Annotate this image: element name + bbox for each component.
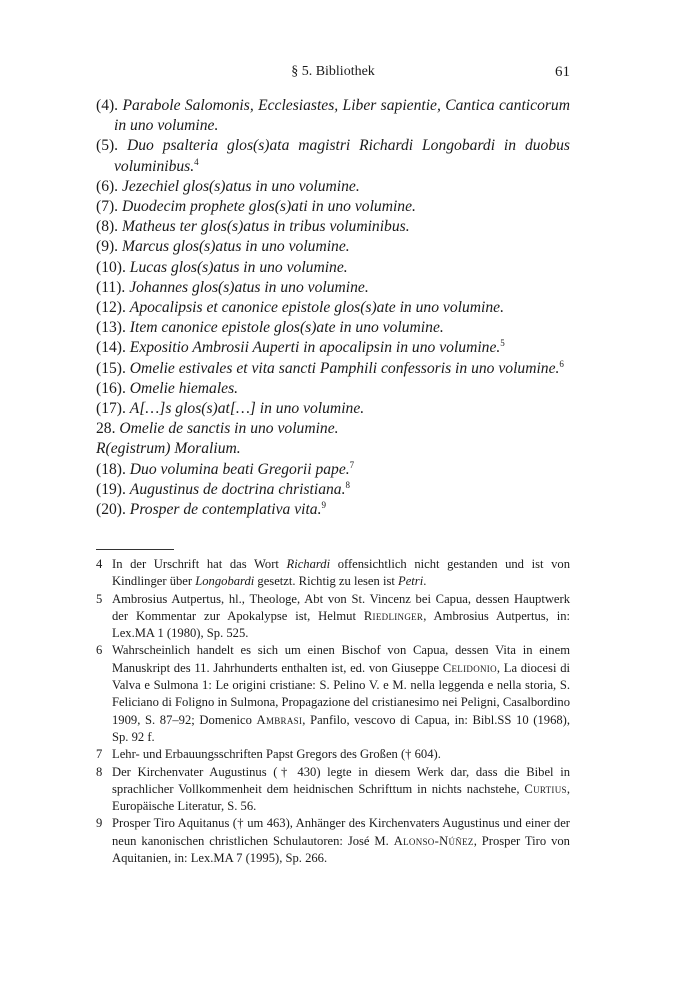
catalogue-entry	[96, 338, 570, 358]
entry-text: Augustinus de doctrina christiana.	[129, 480, 346, 498]
catalogue-entry	[96, 460, 570, 480]
footnote-number: 8	[96, 764, 103, 779]
entry-number: (17).	[96, 400, 126, 418]
catalogue-entry	[96, 278, 570, 298]
footnote-number: 6	[96, 643, 103, 658]
entry-number: (11).	[96, 278, 126, 296]
entry-text: Expositio Ambrosii Auperti in apocalipsin in uno volumine.	[129, 339, 501, 357]
catalogue-entry	[96, 136, 570, 176]
catalogue-entry	[96, 419, 570, 439]
footnote-number: 4	[96, 557, 103, 571]
footnote-reference[interactable]: 7	[349, 459, 355, 470]
catalogue-entries	[96, 96, 570, 520]
entry-text: Prosper de contemplativa vita.	[129, 501, 322, 519]
footnote-reference[interactable]: 8	[345, 479, 351, 490]
catalogue-entry	[96, 217, 570, 237]
entry-text: Duo psalteria glos(s)ata magistri Richardi Longobardi in duobus voluminibus.	[114, 137, 570, 175]
entry-number: 28.	[96, 420, 116, 438]
entry-text: R(egistrum) Moralium.	[96, 440, 241, 458]
catalogue-entry	[96, 298, 570, 318]
footnote-5: 5 Ambrosius Autpertus, hl., Theologe, Abt von St. Vincenz bei Capua, dessen Hauptwerk der Kommentar zur Apokalypse ist, Helmut Riedlinger, Ambrosius Autpertus, in: Lex.MA 1 (1980), Sp. 525.	[96, 591, 570, 641]
entry-text: Item canonice epistole glos(s)ate in uno volumine.	[129, 319, 444, 337]
entry-number: (4).	[96, 97, 119, 114]
running-head: § 5. Bibliothek	[291, 64, 375, 79]
entry-number: (15).	[96, 359, 126, 377]
catalogue-entry	[96, 439, 570, 459]
page-number: 61	[555, 64, 570, 80]
entry-number: (16).	[96, 379, 126, 397]
footnote-number: 9	[96, 816, 103, 831]
entry-text: Omelie estivales et vita sancti Pamphili confessoris in uno volumine.	[129, 359, 560, 377]
catalogue-entry	[96, 399, 570, 419]
entry-number: (8).	[96, 218, 119, 236]
entry-text: Marcus glos(s)atus in uno volumine.	[122, 238, 350, 256]
entry-text: Matheus ter glos(s)atus in tribus voluminibus.	[122, 218, 410, 236]
entry-text: Lucas glos(s)atus in uno volumine.	[129, 258, 348, 276]
entry-text: Omelie de sanctis in uno volumine.	[119, 420, 339, 438]
entry-number: (10).	[96, 258, 126, 276]
footnote-reference[interactable]: 4	[194, 156, 199, 167]
catalogue-entry	[96, 318, 570, 338]
entry-text: Johannes glos(s)atus in uno volumine.	[129, 278, 369, 296]
catalogue-entry	[96, 237, 570, 257]
entry-number: (9).	[96, 238, 119, 256]
entry-text: A[…]s glos(s)at[…] in uno volumine.	[129, 400, 365, 418]
entry-number: (20).	[96, 501, 126, 519]
entry-number: (6).	[96, 177, 119, 195]
catalogue-entry	[96, 480, 570, 500]
entry-number: (12).	[96, 299, 126, 317]
footnote-reference[interactable]: 6	[559, 358, 564, 369]
entry-text: Duodecim prophete glos(s)ati in uno volumine.	[122, 198, 416, 216]
footnotes	[96, 556, 570, 867]
entry-number: (18).	[96, 460, 126, 478]
catalogue-entry	[96, 379, 570, 399]
footnote-8: 8 Der Kirchenvater Augustinus († 430) legte in diesem Werk dar, dass die Bibel in sprachlicher Vollkommenheit dem heidnischen Schrifttum in nichts nachstehe, Curtius, Europäische Literatur, S. 56.	[96, 764, 570, 814]
catalogue-entry	[96, 197, 570, 217]
entry-number: (13).	[96, 319, 126, 337]
footnote-reference[interactable]: 5	[500, 338, 505, 349]
catalogue-entry	[96, 500, 570, 520]
entry-number: (14).	[96, 339, 126, 357]
footnote-number: 5	[96, 591, 103, 606]
entry-text: Apocalipsis et canonice epistole glos(s)ate in uno volumine.	[129, 299, 504, 317]
footnote-separator	[96, 549, 174, 550]
footnote-number: 7	[96, 747, 103, 762]
entry-number: (5).	[96, 137, 119, 155]
catalogue-entry	[96, 96, 570, 136]
catalogue-entry	[96, 258, 570, 278]
page-header	[96, 64, 570, 82]
catalogue-entry	[96, 177, 570, 197]
entry-number: (19).	[96, 480, 126, 498]
entry-text: Omelie hiemales.	[129, 379, 239, 397]
entry-number: (7).	[96, 198, 119, 216]
footnote-4: 4 In der Urschrift hat das Wort Richardi offensichtlich nicht gestanden und ist von Kindlinger über Longobardi gesetzt. Richtig zu lesen ist Petri.	[96, 557, 570, 589]
footnote-7: 7 Lehr- und Erbauungsschriften Papst Gregors des Großen († 604).	[96, 746, 570, 763]
footnote-9: 9 Prosper Tiro Aquitanus († um 463), Anhänger des Kirchenvaters Augustinus und einer der neun kanonischen christlichen Schulautoren: José M. Alonso-Núñez, Prosper Tiro von Aquitanien, in: Lex.MA 7 (1995), Sp. 266.	[96, 816, 570, 866]
footnote-6: 6 Wahrscheinlich handelt es sich um einen Bischof von Capua, dessen Vita in einem Manuskript des 11. Jahrhunderts enthalten ist, ed. von Giuseppe Celidonio, La diocesi di Valva e Sulmona 1: Le origini cristiane: S. Pelino V. e M. nella leggenda e nella storia, S. Feliciano di Foligno in Sulmona, Propagazione del cristianesimo nei Peligni, Casalbordino 1909, S. 87–92; Domenico Ambrasi, Panfilo, vescovo di Capua, in: Bibl.SS 10 (1968), Sp. 92 f.	[96, 643, 570, 744]
footnote-reference[interactable]: 9	[321, 499, 326, 510]
entry-text: Parabole Salomonis, Ecclesiastes, Liber sapientie, Cantica canticorum in uno volumine.	[114, 97, 570, 135]
catalogue-entry	[96, 359, 570, 379]
entry-text: Duo volumina beati Gregorii pape.	[129, 460, 350, 478]
entry-text: Jezechiel glos(s)atus in uno volumine.	[122, 177, 360, 195]
